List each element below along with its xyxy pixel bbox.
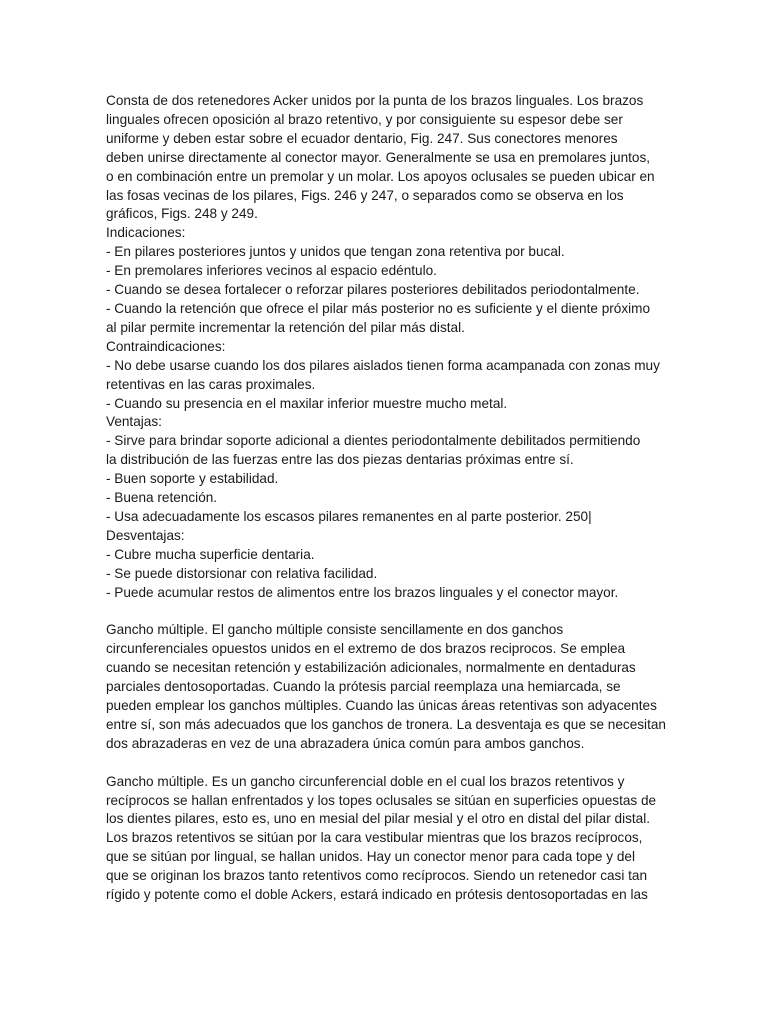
text-line: rígido y potente como el doble Ackers, estará indicado en prótesis dentosoportadas en las <box>106 887 648 903</box>
section-heading: Ventajas: <box>106 414 162 430</box>
list-item: - Sirve para brindar soporte adicional a dientes periodontalmente debilitados permitiendo <box>106 433 641 449</box>
list-item: - Se puede distorsionar con relativa facilidad. <box>106 565 378 581</box>
text-line: recíprocos se hallan enfrentados y los topes oclusales se sitúan en superficies opuestas de <box>106 792 657 808</box>
intro-paragraph <box>106 92 662 224</box>
list-item: - En pilares posteriores juntos y unidos que tengan zona retentiva por bucal. <box>106 244 565 260</box>
text-line: linguales ofrecen oposición al brazo retentivo, y por consiguiente su espesor debe ser <box>106 111 623 127</box>
text-line: Gancho múltiple. El gancho múltiple consiste sencillamente en dos ganchos <box>106 622 564 638</box>
text-line: entre sí, son más adecuados que los ganchos de tronera. La desventaja es que se necesitan <box>106 716 666 732</box>
list-item: - Puede acumular restos de alimentos entre los brazos linguales y el conector mayor. <box>106 584 619 600</box>
section-heading: Desventajas: <box>106 527 185 543</box>
text-line: o en combinación entre un premolar y un molar. Los apoyos oclusales se pueden ubicar en <box>106 168 655 184</box>
contraindicaciones-section <box>106 338 662 414</box>
document-page <box>106 92 666 905</box>
text-line: gráficos, Figs. 248 y 249. <box>106 206 258 222</box>
text-line: uniforme y deben estar sobre el ecuador dentario, Fig. 247. Sus conectores menores <box>106 130 618 146</box>
text-line: los dientes pilares, esto es, uno en mesial del pilar mesial y el otro en distal del pilar distal. <box>106 811 651 827</box>
indicaciones-section <box>106 224 662 337</box>
list-item: al pilar permite incrementar la retención del pilar más distal. <box>106 319 465 335</box>
list-item: retentivas en las caras proximales. <box>106 376 316 392</box>
list-item: - No debe usarse cuando los dos pilares aislados tienen forma acampanada con zonas muy <box>106 357 660 373</box>
gancho-multiple-paragraph-1 <box>106 621 666 753</box>
section-heading: Indicaciones: <box>106 225 186 241</box>
list-item: la distribución de las fuerzas entre las dos piezas dentarias próximas entre sí. <box>106 452 574 468</box>
list-item: - Cuando la retención que ofrece el pilar más posterior no es suficiente y el diente próximo <box>106 300 651 316</box>
list-item: - Usa adecuadamente los escasos pilares remanentes en al parte posterior. 250| <box>106 508 592 524</box>
text-line: parciales dentosoportadas. Cuando la prótesis parcial reemplaza una hemiarcada, se <box>106 679 621 695</box>
list-item: - Buena retención. <box>106 490 218 506</box>
list-item: - Cuando se desea fortalecer o reforzar pilares posteriores debilitados periodontalmente. <box>106 282 640 298</box>
text-line: Los brazos retentivos se sitúan por la cara vestibular mientras que los brazos recíprocos, <box>106 830 643 846</box>
paragraph-gap <box>106 602 662 621</box>
text-line: deben unirse directamente al conector mayor. Generalmente se usa en premolares juntos, <box>106 149 651 165</box>
section-heading: Contraindicaciones: <box>106 338 226 354</box>
list-item: - Cubre mucha superficie dentaria. <box>106 546 315 562</box>
gancho-multiple-paragraph-2 <box>106 773 662 905</box>
text-line: que se originan los brazos tanto retentivos como recíprocos. Siendo un retenedor casi tan <box>106 868 648 884</box>
ventajas-section <box>106 413 662 526</box>
text-line: que se sitúan por lingual, se hallan unidos. Hay un conector menor para cada tope y del <box>106 849 635 865</box>
list-item: - Buen soporte y estabilidad. <box>106 471 279 487</box>
text-line: dos abrazaderas en vez de una abrazadera única común para ambos ganchos. <box>106 735 585 751</box>
paragraph-gap <box>106 754 662 773</box>
text-line: pueden emplear los ganchos múltiples. Cuando las únicas áreas retentivas son adyacentes <box>106 697 657 713</box>
desventajas-section <box>106 527 662 603</box>
text-line: las fosas vecinas de los pilares, Figs. 246 y 247, o separados como se observa en los <box>106 187 624 203</box>
text-line: cuando se necesitan retención y estabilización adicionales, normalmente en dentaduras <box>106 660 636 676</box>
list-item: - En premolares inferiores vecinos al espacio edéntulo. <box>106 263 437 279</box>
list-item: - Cuando su presencia en el maxilar inferior muestre mucho metal. <box>106 395 508 411</box>
text-line: Gancho múltiple. Es un gancho circunferencial doble en el cual los brazos retentivos y <box>106 773 625 789</box>
text-line: Consta de dos retenedores Acker unidos por la punta de los brazos linguales. Los brazos <box>106 93 644 108</box>
text-line: circunferenciales opuestos unidos en el extremo de dos brazos reciprocos. Se emplea <box>106 641 626 657</box>
